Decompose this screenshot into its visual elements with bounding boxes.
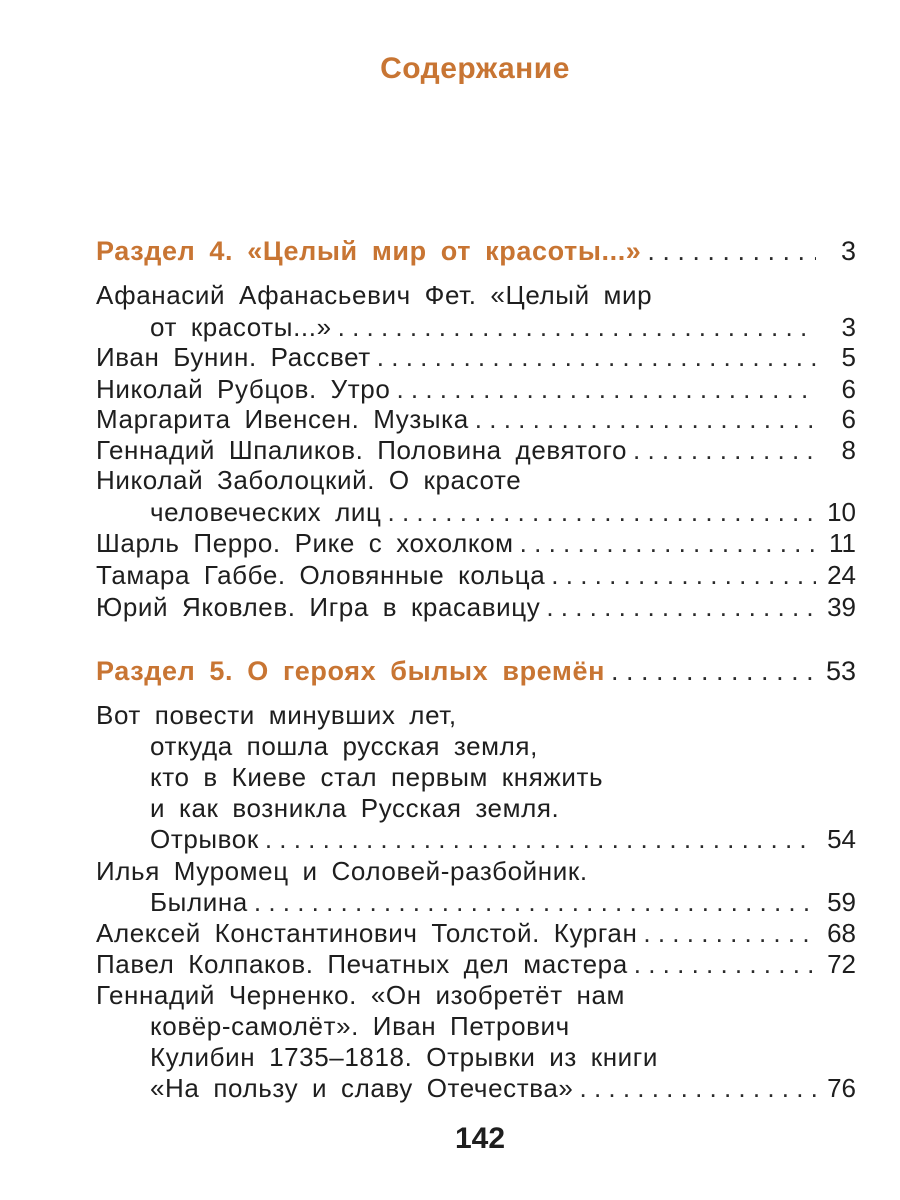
page-number: 10 [827, 497, 856, 527]
dot-leader [647, 234, 816, 268]
toc-entry-povest-line4: и как возникла Русская земля. [150, 793, 560, 823]
page-number: 76 [827, 1073, 856, 1103]
entry-title: Алексей Константинович Толстой. Курган [96, 918, 638, 948]
entry-title: человеческих лиц [150, 497, 382, 527]
entry-title: «На пользу и славу Отечества» [150, 1073, 574, 1103]
toc-entry-gabbe[interactable] [96, 558, 856, 592]
toc-entry-fet[interactable] [96, 310, 856, 344]
dot-leader [643, 916, 816, 950]
toc-entry-tolstoy[interactable] [96, 916, 856, 950]
toc-entry-ilya-line1: Илья Муромец и Соловей-разбойник. [96, 856, 588, 886]
toc-entry-chernenko-line2: ковёр-самолёт». Иван Петрович [150, 1011, 570, 1041]
toc-entry-povest-line3: кто в Киеве стал первым княжить [150, 762, 604, 792]
dot-leader [254, 885, 816, 919]
section-heading: Раздел 4. «Целый мир от красоты...» [96, 236, 642, 266]
dot-leader [551, 558, 816, 592]
toc-entry-perrault[interactable] [96, 526, 856, 560]
page-title: Содержание [380, 52, 570, 85]
toc-entry-chernenko[interactable] [96, 1071, 856, 1105]
toc-entry-yakovlev[interactable] [96, 590, 856, 624]
page-number: 24 [827, 560, 856, 590]
page-number: 3 [841, 312, 856, 342]
page-folio-number: 142 [454, 1122, 506, 1155]
entry-title: Шарль Перро. Рике с хохолком [96, 528, 514, 558]
page-number: 72 [827, 949, 856, 979]
dot-leader [396, 372, 816, 406]
toc-entry-chernenko-line3: Кулибин 1735–1818. Отрывки из книги [150, 1042, 658, 1072]
page-number: 53 [825, 656, 856, 686]
toc-entry-povest-line2: откуда пошла русская земля, [150, 731, 538, 761]
toc-entry-rubtsov[interactable] [96, 372, 856, 406]
toc-entry-povest[interactable] [96, 822, 856, 856]
entry-title: от красоты...» [150, 312, 332, 342]
toc-section-5[interactable] [96, 654, 856, 688]
entry-title: Былина [150, 887, 248, 917]
dot-leader [388, 495, 817, 529]
page-number: 68 [827, 918, 856, 948]
page-number: 5 [841, 342, 856, 372]
entry-title: Юрий Яковлев. Игра в красавицу [96, 592, 541, 622]
entry-title: Иван Бунин. Рассвет [96, 342, 371, 372]
toc-entry-chernenko-line1: Геннадий Черненко. «Он изобретёт нам [96, 980, 626, 1010]
page-number: 6 [841, 374, 856, 404]
page-number: 3 [840, 236, 856, 266]
toc-entry-zabolotsky[interactable] [96, 495, 856, 529]
entry-title: Павел Колпаков. Печатных дел мастера [96, 949, 628, 979]
page-number: 8 [841, 435, 856, 465]
entry-title: Тамара Габбе. Оловянные кольца [96, 560, 546, 590]
dot-leader [265, 822, 816, 856]
dot-leader [546, 590, 816, 624]
page-number: 11 [829, 528, 856, 558]
page-number: 6 [841, 404, 856, 434]
toc-entry-shpalikov[interactable] [96, 433, 856, 467]
toc-entry-bunin[interactable] [96, 340, 856, 374]
entry-title: Геннадий Шпаликов. Половина девятого [96, 435, 628, 465]
page-number: 54 [827, 824, 856, 854]
entry-title: Отрывок [150, 824, 259, 854]
section-heading: Раздел 5. О героях былых времён [96, 656, 606, 686]
toc-entry-ilya[interactable] [96, 885, 856, 919]
toc-entry-kolpakov[interactable] [96, 947, 856, 981]
toc-entry-ivensen[interactable] [96, 402, 856, 436]
dot-leader [520, 526, 816, 560]
entry-title: Николай Рубцов. Утро [96, 374, 391, 404]
page-number: 39 [827, 592, 856, 622]
dot-leader [634, 947, 816, 981]
toc-entry-povest-line1: Вот повести минувших лет, [96, 700, 457, 730]
dot-leader [611, 654, 816, 688]
dot-leader [475, 402, 816, 436]
dot-leader [338, 310, 816, 344]
toc-section-4[interactable] [96, 234, 856, 268]
toc-entry-fet-line1: Афанасий Афанасьевич Фет. «Целый мир [96, 280, 653, 310]
toc-entry-zabolotsky-line1: Николай Заболоцкий. О красоте [96, 465, 522, 495]
entry-title: Маргарита Ивенсен. Музыка [96, 404, 469, 434]
dot-leader [580, 1071, 817, 1105]
dot-leader [633, 433, 816, 467]
page-number: 59 [827, 887, 856, 917]
dot-leader [377, 340, 816, 374]
